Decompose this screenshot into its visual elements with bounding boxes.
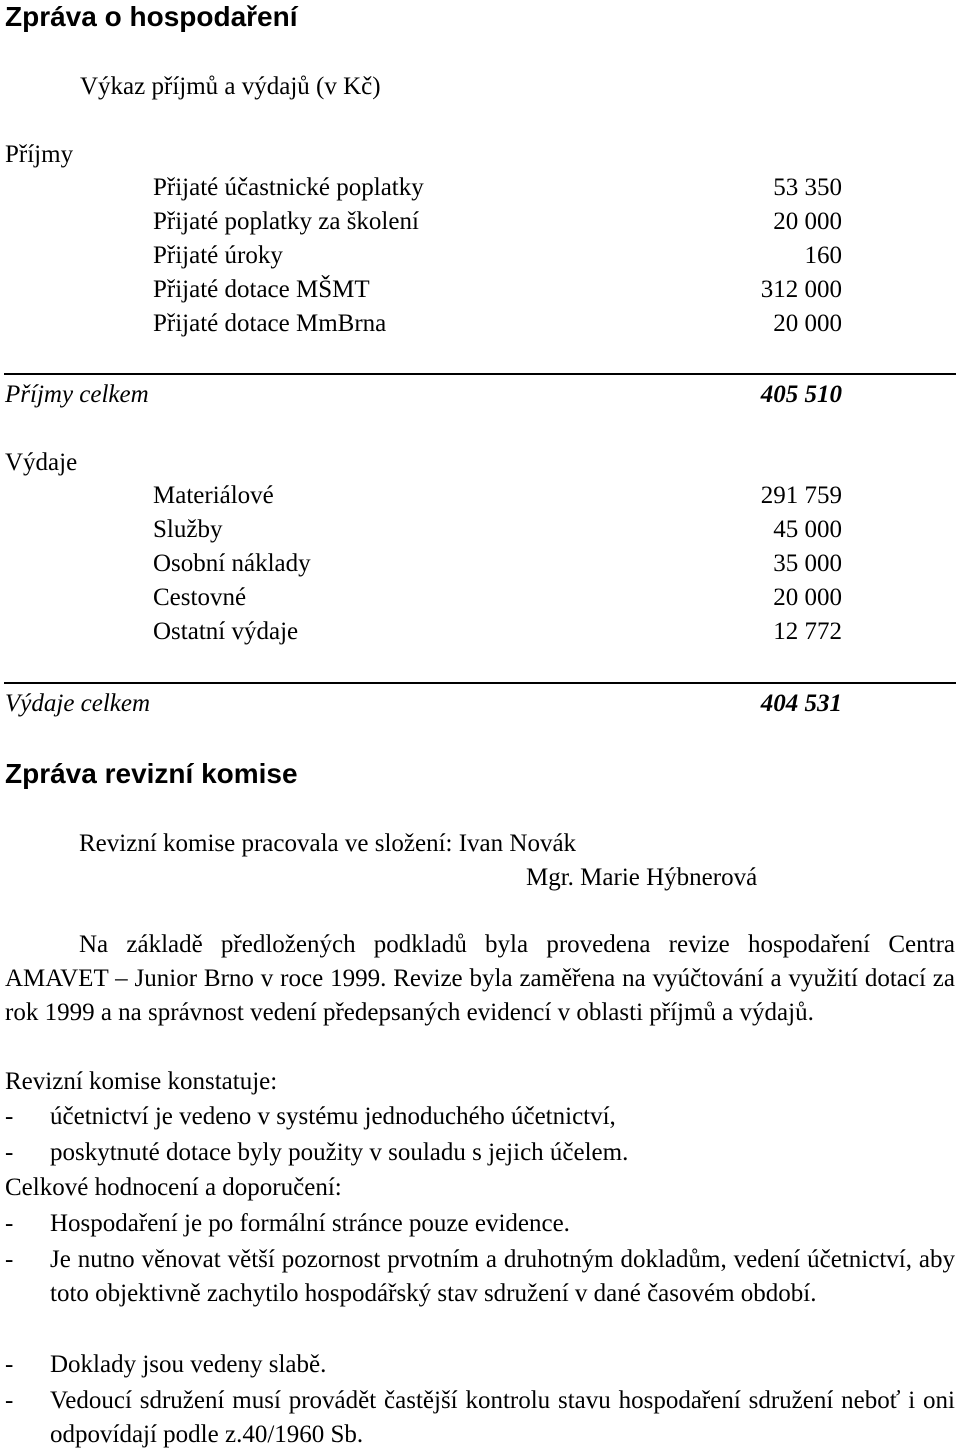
income-row-label: Přijaté dotace MmBrna [153,310,387,337]
audit-states-heading: Revizní komise konstatuje: [5,1068,278,1095]
list-item [5,1348,955,1382]
income-total-label: Příjmy celkem [5,381,149,408]
expense-row-value: 291 759 [760,482,842,509]
expense-row-label: Služby [153,516,223,543]
bullet-dash: - [5,1103,14,1130]
bullet-dash: - [5,1387,14,1414]
income-row-value: 53 350 [773,174,842,201]
bullet-dash: - [5,1210,14,1237]
expenses-total-value: 404 531 [760,690,842,717]
list-item-text: účetnictví je vedeno v systému jednoduchého účetnictví, [50,1103,616,1130]
report-subtitle: Výkaz příjmů a výdajů (v Kč) [80,73,381,100]
expenses-total-rule [4,682,956,684]
audit-heading: Zpráva revizní komise [5,758,298,789]
expense-row-value: 45 000 [773,516,842,543]
expense-row-label: Cestovné [153,584,247,611]
list-item [5,1207,955,1241]
expenses-heading: Výdaje [5,449,78,476]
audit-composition: Revizní komise pracovala ve složení: Ivan Novák [79,830,577,857]
page-title: Zpráva o hospodaření [5,1,298,32]
list-item-text: Hospodaření je po formální stránce pouze evidence. [50,1210,570,1237]
list-item-text: Vedoucí sdružení musí provádět častější kontrolu stavu hospodaření sdružení neboť i oni odpovídají podle z.40/1960 Sb. [50,1387,955,1448]
income-total-value: 405 510 [760,381,842,408]
audit-paragraph: Na základě předložených podkladů byla provedena revize hospodaření Centra AMAVET – Junior Brno v roce 1999. Revize byla zaměřena na vyúčtování a využití dotací za rok 1999 a na správnost vedení předepsaných evidencí v oblasti příjmů a výdajů. [5,931,955,1026]
income-total-rule [4,373,956,375]
income-row-label: Přijaté poplatky za školení [153,208,419,235]
expense-row-value: 20 000 [773,584,842,611]
list-item [5,1243,955,1311]
income-heading: Příjmy [5,141,74,168]
audit-member: Mgr. Marie Hýbnerová [526,864,758,891]
income-row-value: 160 [804,242,842,269]
list-item [5,1100,955,1134]
list-item [5,1136,955,1170]
list-item [5,1384,955,1452]
income-row-value: 20 000 [773,208,842,235]
list-item-text: Je nutno věnovat větší pozornost prvotním a druhotným dokladům, vedení účetnictví, aby toto objektivně zachytilo hospodářský stav sdružení v dané časovém období. [50,1246,955,1307]
bullet-dash: - [5,1246,14,1273]
expense-row-value: 12 772 [773,618,842,645]
income-row-label: Přijaté účastnické poplatky [153,174,424,201]
audit-eval-heading: Celkové hodnocení a doporučení: [5,1174,342,1201]
income-row-value: 312 000 [760,276,842,303]
income-row-label: Přijaté úroky [153,242,283,269]
expense-row-value: 35 000 [773,550,842,577]
expense-row-label: Osobní náklady [153,550,311,577]
expenses-total-label: Výdaje celkem [5,690,151,717]
list-item-text: poskytnuté dotace byly použity v souladu s jejich účelem. [50,1139,629,1166]
expense-row-label: Ostatní výdaje [153,618,299,645]
bullet-dash: - [5,1351,14,1378]
income-row-label: Přijaté dotace MŠMT [153,276,370,303]
list-item-text: Doklady jsou vedeny slabě. [50,1351,327,1378]
income-row-value: 20 000 [773,310,842,337]
expense-row-label: Materiálové [153,482,274,509]
bullet-dash: - [5,1139,14,1166]
